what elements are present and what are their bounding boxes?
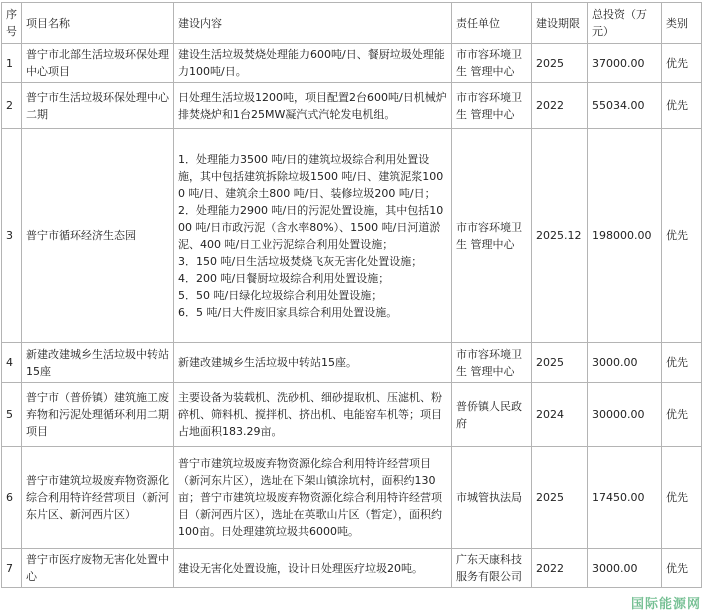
cell-no: 7: [2, 549, 22, 588]
table-row: [2, 343, 702, 383]
table-row: [2, 83, 702, 129]
header-no: 序号: [2, 3, 22, 44]
table-row: [2, 549, 702, 588]
cell-period: 2025: [532, 44, 588, 83]
content-line: 3．150 吨/日生活垃圾焚烧飞灰无害化处置设施；: [178, 254, 423, 268]
cell-period: 2025.12: [532, 129, 588, 343]
cell-content: [174, 44, 452, 83]
cell-category: 优先: [662, 44, 702, 83]
cell-name: 普宁市生活垃圾环保处理中心二期: [22, 83, 174, 129]
cell-period: 2025: [532, 343, 588, 383]
content-line: 主要设备为装载机、洗砂机、细砂提取机、压滤机、粉碎机、筛料机、搅拌机、挤出机、电能窑车机等；项目占地面积183.29亩。: [178, 391, 442, 438]
cell-unit: 广东天康科技服务有限公司: [452, 549, 532, 588]
table-row: [2, 383, 702, 447]
cell-content: [174, 343, 452, 383]
cell-investment: 3000.00: [588, 549, 662, 588]
cell-investment: 3000.00: [588, 343, 662, 383]
cell-category: 优先: [662, 549, 702, 588]
content-line: 2．处理能力2900 吨/日的污泥处置设施，其中包括1000 吨/日市政污泥（含水率80%）、1500 吨/日河道淤泥、400 吨/日工业污泥综合利用处置设施；: [178, 203, 444, 251]
header-unit: 责任单位: [452, 3, 532, 44]
cell-name: 普宁市北部生活垃圾环保处理中心项目: [22, 44, 174, 83]
cell-unit: 市市容环境卫生 管理中心: [452, 44, 532, 83]
watermark-logo: 国际能源网: [630, 597, 701, 612]
cell-no: 2: [2, 83, 22, 129]
cell-unit: 市市容环境卫生 管理中心: [452, 83, 532, 129]
header-category: 类别: [662, 3, 702, 44]
cell-name: 普宁市建筑垃圾废弃物资源化综合利用特许经营项目（新河东片区、新河西片区）: [22, 447, 174, 549]
cell-no: 1: [2, 44, 22, 83]
table-row: [2, 129, 702, 343]
content-line: 建设无害化处置设施，设计日处理医疗垃圾20吨。: [178, 561, 423, 575]
cell-category: 优先: [662, 383, 702, 447]
cell-no: 4: [2, 343, 22, 383]
cell-name: 普宁市循环经济生态园: [22, 129, 174, 343]
header-name: 项目名称: [22, 3, 174, 44]
cell-category: 优先: [662, 447, 702, 549]
content-line: 建设生活垃圾焚烧处理能力600吨/日、餐厨垃圾处理能力100吨/日。: [178, 48, 445, 78]
cell-period: 2025: [532, 447, 588, 549]
cell-no: 5: [2, 383, 22, 447]
cell-name: 新建改建城乡生活垃圾中转站15座: [22, 343, 174, 383]
cell-unit: 普侨镇人民政府: [452, 383, 532, 447]
content-line: 4．200 吨/日餐厨垃圾综合利用处置设施；: [178, 271, 390, 285]
cell-no: 6: [2, 447, 22, 549]
cell-content: [174, 447, 452, 549]
cell-investment: 37000.00: [588, 44, 662, 83]
cell-period: 2022: [532, 549, 588, 588]
cell-content: [174, 129, 452, 343]
content-line: 6．5 吨/日大件废旧家具综合利用处置设施。: [178, 305, 398, 319]
cell-content: [174, 83, 452, 129]
content-line: 5．50 吨/日绿化垃圾综合利用处置设施；: [178, 288, 383, 302]
cell-investment: 55034.00: [588, 83, 662, 129]
cell-category: 优先: [662, 83, 702, 129]
cell-name: 普宁市医疗废物无害化处置中心: [22, 549, 174, 588]
content-line: 1．处理能力3500 吨/日的建筑垃圾综合利用处置设施，其中包括建筑拆除垃圾1500 吨/日、建筑泥浆1000 吨/日、建筑余土800 吨/日、装修垃圾200 吨/日；: [178, 152, 444, 200]
content-line: 普宁市建筑垃圾废弃物资源化综合利用特许经营项目（新河东片区），选址在下架山镇涂坑村，面积约130亩；普宁市建筑垃圾废弃物资源化综合利用特许经营项目（新河西片区），选址在英歌山片区（暂定），面积约100亩。日处理建筑垃圾共6000吨。: [178, 457, 442, 538]
cell-investment: 30000.00: [588, 383, 662, 447]
cell-category: 优先: [662, 129, 702, 343]
table-row: [2, 447, 702, 549]
cell-period: 2024: [532, 383, 588, 447]
header-content: 建设内容: [174, 3, 452, 44]
table-row: [2, 44, 702, 83]
cell-unit: 市市容环境卫生 管理中心: [452, 129, 532, 343]
cell-content: [174, 383, 452, 447]
cell-unit: 市城管执法局: [452, 447, 532, 549]
cell-name: 普宁市（普侨镇）建筑施工废弃物和污泥处理循环利用二期项目: [22, 383, 174, 447]
header-period: 建设期限: [532, 3, 588, 44]
cell-investment: 198000.00: [588, 129, 662, 343]
table-header-row: [2, 3, 702, 44]
cell-period: 2022: [532, 83, 588, 129]
content-line: 新建改建城乡生活垃圾中转站15座。: [178, 356, 357, 369]
header-investment: 总投资（万元）: [588, 3, 662, 44]
cell-category: 优先: [662, 343, 702, 383]
cell-unit: 市市容环境卫生 管理中心: [452, 343, 532, 383]
project-table: [1, 2, 702, 588]
content-line: 日处理生活垃圾1200吨，项目配置2台600吨/日机械炉排焚烧炉和1台25MW凝汽式汽轮发电机组。: [178, 90, 447, 121]
cell-no: 3: [2, 129, 22, 343]
cell-investment: 17450.00: [588, 447, 662, 549]
cell-content: [174, 549, 452, 588]
